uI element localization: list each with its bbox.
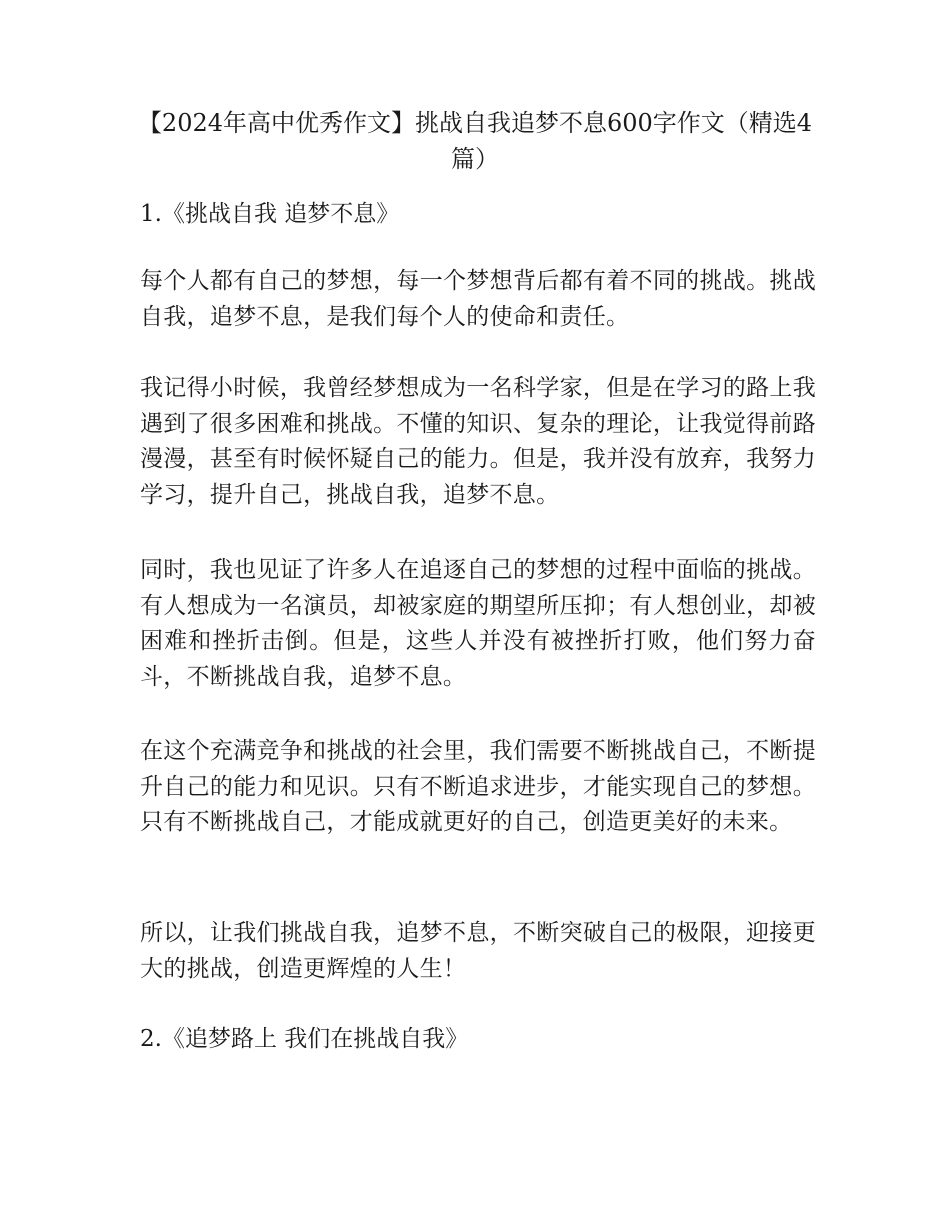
essay-1-paragraph-1: 每个人都有自己的梦想，每一个梦想背后都有着不同的挑战。挑战自我，追梦不息，是我们每个人的使命和责任。 — [140, 268, 816, 330]
essay-1-paragraph-3: 同时，我也见证了许多人在追逐自己的梦想的过程中面临的挑战。有人想成为一名演员，却被家庭的期望所压抑；有人想创业，却被困难和挫折击倒。但是，这些人并没有被挫折打败，他们努力奋斗，不断挑战自我，追梦不息。 — [140, 557, 816, 690]
essay-1-paragraph-5: 所以，让我们挑战自我，追梦不息，不断突破自己的极限，迎接更大的挑战，创造更辉煌的人生！ — [140, 920, 816, 982]
essay-1-paragraph-4: 在这个充满竞争和挑战的社会里，我们需要不断挑战自己，不断提升自己的能力和见识。只有不断追求进步，才能实现自己的梦想。只有不断挑战自己，才能成就更好的自己，创造更美好的未来。 — [140, 738, 816, 835]
essay-1-paragraph-2: 我记得小时候，我曾经梦想成为一名科学家，但是在学习的路上我遇到了很多困难和挑战。不懂的知识、复杂的理论，让我觉得前路漫漫，甚至有时候怀疑自己的能力。但是，我并没有放弃，我努力学习，提升自己，挑战自我，追梦不息。 — [140, 375, 816, 508]
essay-2-heading: 2.《追梦路上 我们在挑战自我》 — [140, 1026, 469, 1052]
document-title: 【2024年高中优秀作文】挑战自我追梦不息600字作文（精选4篇） — [137, 109, 813, 173]
essay-1-heading: 1.《挑战自我 追梦不息》 — [140, 201, 400, 227]
